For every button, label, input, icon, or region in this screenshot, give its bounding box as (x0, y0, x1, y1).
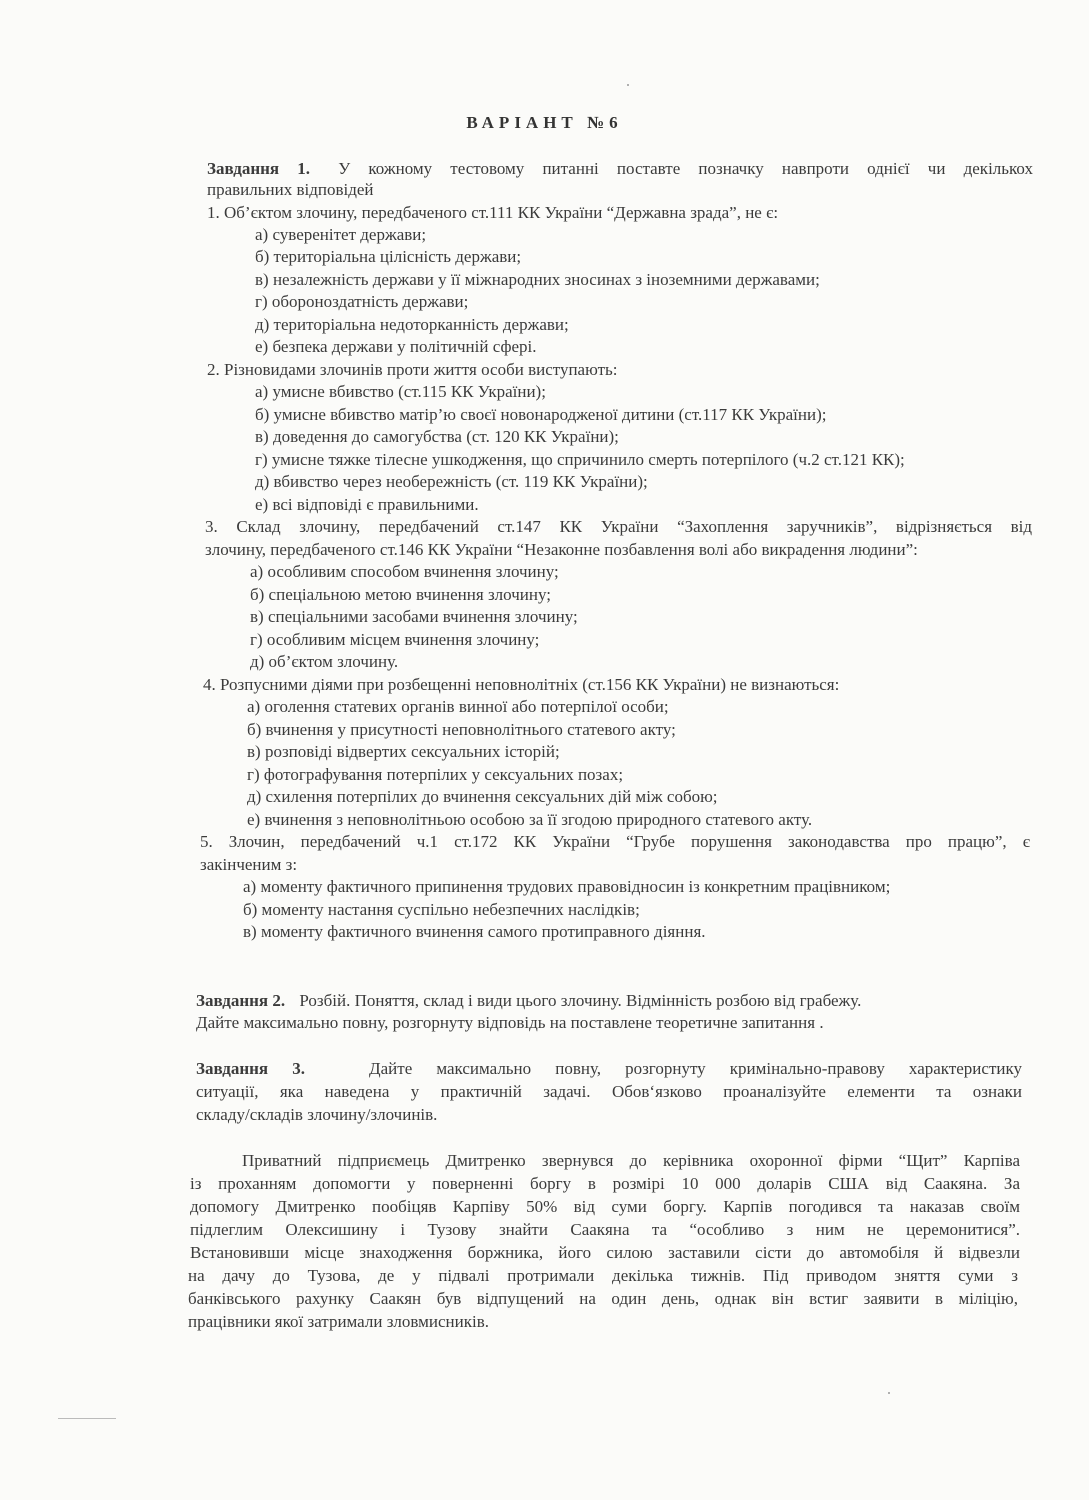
case-line-3: допомогу Дмитренко пообіцяв Карпіву 50% від суми боргу. Карпів погодився та наказав своїм (190, 1197, 1020, 1216)
q4-option-d: г) фотографування потерпілих у сексуальних позах; (247, 765, 624, 784)
task1-heading: Завдання 1. (207, 159, 311, 178)
task3-line1 (196, 1058, 1022, 1080)
case-line-7: банківського рахунку Саакян був відпущений на один день, однак він встиг заявити в міліцію, (188, 1289, 1018, 1308)
q1-option-f: е) безпека держави у політичній сфері. (255, 337, 537, 356)
task3-heading: Завдання 3. (196, 1059, 305, 1078)
q2-option-e: д) вбивство через необережність (ст. 119 КК України); (255, 472, 648, 491)
case-line-5: Встановивши місце знаходження боржника, його силою заставили сісти до автомобіля й відвезли (190, 1243, 1020, 1262)
variant-title: ВАРІАНТ №6 (466, 113, 623, 132)
q1-option-c: в) незалежність держави у її міжнародних зносинах з іноземними державами; (255, 270, 820, 289)
task3-line2: ситуації, яка наведена у практичній задачі. Обов‘язково проаналізуйте елементи та ознаки (196, 1082, 1022, 1101)
q1-option-d: г) обороноздатність держави; (255, 292, 469, 311)
task2-heading: Завдання 2. (196, 991, 286, 1010)
q4-option-e: д) схилення потерпілих до вчинення сексуальних дій між собою; (247, 787, 718, 806)
q1-option-b: б) територіальна цілісність держави; (255, 247, 522, 266)
q4-option-c: в) розповіді відвертих сексуальних історій; (247, 742, 560, 761)
task2-line1 (196, 990, 861, 1012)
case-line-6: на дачу до Тузова, де у підвалі протримали декілька тижнів. Під приводом зняття суми з (188, 1266, 1018, 1285)
task1-instruction-line1 (207, 158, 1033, 180)
task3-text: Дайте максимально повну, розгорнуту кримінально-правову характеристику (369, 1059, 1022, 1078)
question-5-line1: 5. Злочин, передбачений ч.1 ст.172 КК України “Грубе порушення законодавства про працю”, є (200, 832, 1030, 851)
scan-speck (888, 1392, 890, 1394)
q5-option-a: а) моменту фактичного припинення трудових правовідносин із конкретним працівником; (243, 877, 891, 896)
q3-option-b: б) спеціальною метою вчинення злочину; (250, 585, 551, 604)
q3-option-d: г) особливим місцем вчинення злочину; (250, 630, 540, 649)
q5-option-b: б) моменту настання суспільно небезпечних наслідків; (243, 900, 640, 919)
question-5-line2: закінченим з: (200, 855, 298, 874)
task1-instruction-line2: правильних відповідей (207, 180, 374, 199)
q1-option-e: д) територіальна недоторканність держави; (255, 315, 569, 334)
q3-option-e: д) об’єктом злочину. (250, 652, 399, 671)
scan-edge-line (58, 1418, 116, 1419)
task2-line2: Дайте максимально повну, розгорнуту відповідь на поставлене теоретичне запитання . (196, 1013, 824, 1032)
q5-option-c: в) моменту фактичного вчинення самого протиправного діяння. (243, 922, 706, 941)
task3-line3: складу/складів злочину/злочинів. (196, 1105, 438, 1124)
case-line-1: Приватний підприємець Дмитренко звернувся до керівника охоронної фірми “Щит” Карпіва (242, 1151, 1020, 1170)
case-line-2: із проханням допомогти у поверненні боргу в розмірі 10 000 доларів США від Саакяна. За (190, 1174, 1020, 1193)
task1-instruction-text: У кожному тестовому питанні поставте позначку навпроти однієї чи декількох (338, 159, 1033, 178)
question-2: 2. Різновидами злочинів проти життя особи виступають: (207, 360, 618, 379)
q2-option-b: б) умисне вбивство матір’ю своєї новонародженої дитини (ст.117 КК України); (255, 405, 827, 424)
q4-option-f: е) вчинення з неповнолітньою особою за її згодою природного статевого акту. (247, 810, 813, 829)
question-4: 4. Розпусними діями при розбещенні неповнолітніх (ст.156 КК України) не визнаються: (203, 675, 840, 694)
task2-text: Розбій. Поняття, склад і види цього злочину. Відмінність розбою від грабежу. (299, 991, 862, 1010)
scan-speck (627, 84, 629, 86)
question-3-line2: злочину, передбаченого ст.146 КК України “Незаконне позбавлення волі або викрадення людини”: (205, 540, 918, 559)
q2-option-f: е) всі відповіді є правильними. (255, 495, 479, 514)
q4-option-a: а) оголення статевих органів винної або потерпілої особи; (247, 697, 669, 716)
q1-option-a: а) суверенітет держави; (255, 225, 427, 244)
q2-option-d: г) умисне тяжке тілесне ушкодження, що спричинило смерть потерпілого (ч.2 ст.121 КК); (255, 450, 905, 469)
q2-option-c: в) доведення до самогубства (ст. 120 КК України); (255, 427, 619, 446)
q2-option-a: а) умисне вбивство (ст.115 КК України); (255, 382, 546, 401)
question-3-line1: 3. Склад злочину, передбачений ст.147 КК України “Захоплення заручників”, відрізняється від (205, 517, 1032, 536)
case-line-4: підлеглим Олексишину і Тузову знайти Саакяна та “особливо з ним не церемонитися”. (190, 1220, 1020, 1239)
q3-option-a: а) особливим способом вчинення злочину; (250, 562, 559, 581)
q4-option-b: б) вчинення у присутності неповнолітнього статевого акту; (247, 720, 676, 739)
question-1: 1. Об’єктом злочину, передбаченого ст.111 КК України “Державна зрада”, не є: (207, 203, 779, 222)
case-line-8: працівники якої затримали зловмисників. (188, 1312, 489, 1331)
q3-option-c: в) спеціальними засобами вчинення злочину; (250, 607, 578, 626)
